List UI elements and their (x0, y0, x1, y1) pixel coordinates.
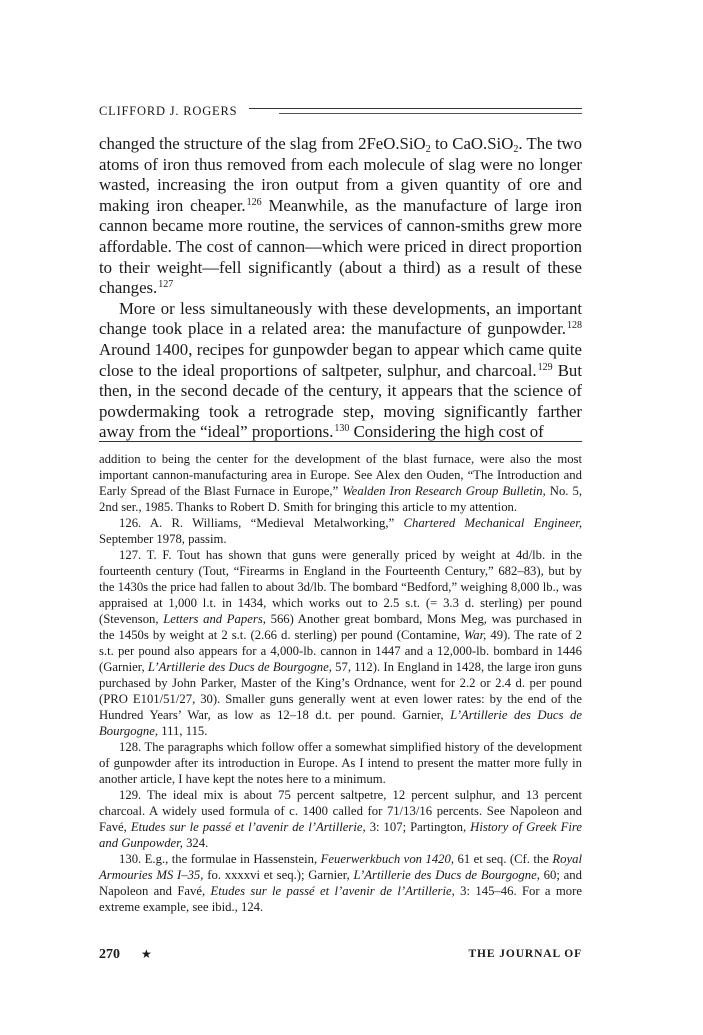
note-ref-129: 129 (537, 361, 553, 373)
footnote-130: 130. E.g., the formulae in Hassenstein, Feuerwerkbuch von 1420, 61 et seq. (Cf. the Royal Armouries MS I–35, fo. xxxxvi et seq.); Garnier, L’Artillerie des Ducs de Bourgogne, 60; and Napoleon and Favé, Etudes sur le passé et l’avenir de l’Artillerie, 3: 145–46. For a more extreme example, see ibid., 124. (99, 852, 582, 914)
footnote-128: 128. The paragraphs which follow offer a somewhat simplified history of the development of gunpowder after its introduction in Europe. As I intend to present the matter more fully in another article, I have kept the notes here to a minimum. (99, 740, 582, 786)
footnote-129: 129. The ideal mix is about 75 percent saltpetre, 12 percent sulphur, and 13 percent charcoal. A widely used formula of c. 1400 called for 71/13/16 percents. See Napoleon and Favé, Etudes sur le passé et l’avenir de l’Artillerie, 3: 107; Partington, History of Greek Fire and Gunpowder, 324. (99, 788, 582, 850)
footnotes (99, 451, 582, 915)
running-head (99, 104, 582, 120)
note-ref-130: 130 (334, 423, 350, 435)
body-paragraph-1: changed the structure of the slag from 2FeO.SiO$_2$ to CaO.SiO$_2$. The two atoms of iron thus removed from each molecule of slag were no longer wasted, increasing the iron output from a given quantity of ore and making iron cheaper.$^{126}$ Meanwhile, as the manufacture of large iron cannon became more routine, the services of cannon-smiths grew more affordable. The cost of cannon—which were priced in direct proportion to their weight—fell significantly (about a third) as a result of these changes.$^{127}$ (99, 134, 583, 298)
body-text (99, 134, 582, 443)
body-paragraph-2: More or less simultaneously with these developments, an important change took place in a related area: the manufacture of gunpowder.$^{128}$ Around 1400, recipes for gunpowder began to appear which came quite close to the ideal proportions of saltpeter, sulphur, and charcoal.$^{129}$ But then, in the second decade of the century, it appears that the science of powdermaking took a retrograde step, moving significantly farther away from the “ideal” proportions.$^{130}$ Considering the high cost of (99, 298, 582, 442)
page-footer (99, 947, 582, 965)
footnote-continued: addition to being the center for the development of the blast furnace, were also the most important cannon-manufacturing area in Europe. See Alex den Ouden, “The Introduction and Early Spread of the Blast Furnace in Europe,” Wealden Iron Research Group Bulletin, No. 5, 2nd ser., 1985. Thanks to Robert D. Smith for bringing this article to my attention. (99, 452, 583, 514)
note-ref-127: 127 (158, 279, 174, 291)
running-head-author: CLIFFORD J. ROGERS (99, 104, 238, 118)
journal-title: THE JOURNAL OF (468, 948, 582, 960)
chem-subscript: 2 (425, 144, 431, 155)
running-head-rule-secondary (279, 113, 582, 114)
page-number: 270 (99, 947, 120, 962)
note-ref-126: 126 (246, 196, 262, 208)
footnote-divider (99, 441, 582, 442)
footnote-127: 127. T. F. Tout has shown that guns were generally priced by weight at 4d/lb. in the fourteenth century (Tout, “Firearms in England in the Fourteenth Century,” 682–83), but by the 1430s the price had fallen to about 3d/lb. The bombard “Bedford,” weighing 8,000 lb., was appraised at 1,000 l.t. in 1434, which works out to 2.5 s.t. (= 3.3 d. sterling) per pound (Stevenson, Letters and Papers, 566) Another great bombard, Mons Meg, was purchased in the 1450s by weight at 2 s.t. (2.66 d. sterling) per pound (Contamine, War, 49). The rate of 2 s.t. per pound also appears for a 4,000-lb. cannon in 1447 and a 12,000-lb. bombard in 1446 (Garnier, L’Artillerie des Ducs de Bourgogne, 57, 112). In England in 1428, the large iron guns purchased by John Parker, Master of the King’s Ordnance, went for 2.2 or 2.4 d. per pound (PRO E101/51/27, 30). Smaller guns generally went at even lower rates: by the end of the Hundred Years’ War, as low as 12–18 d.t. per pound. Garnier, L’Artillerie des Ducs de Bourgogne, 111, 115. (99, 548, 582, 738)
star-icon: ★ (141, 947, 152, 961)
footnote-126: 126. A. R. Williams, “Medieval Metalworking,” Chartered Mechanical Engineer, September 1978, passim. (99, 516, 582, 546)
note-ref-128: 128 (567, 320, 582, 332)
chem-subscript: 2 (513, 144, 519, 155)
running-head-rule (249, 108, 582, 109)
